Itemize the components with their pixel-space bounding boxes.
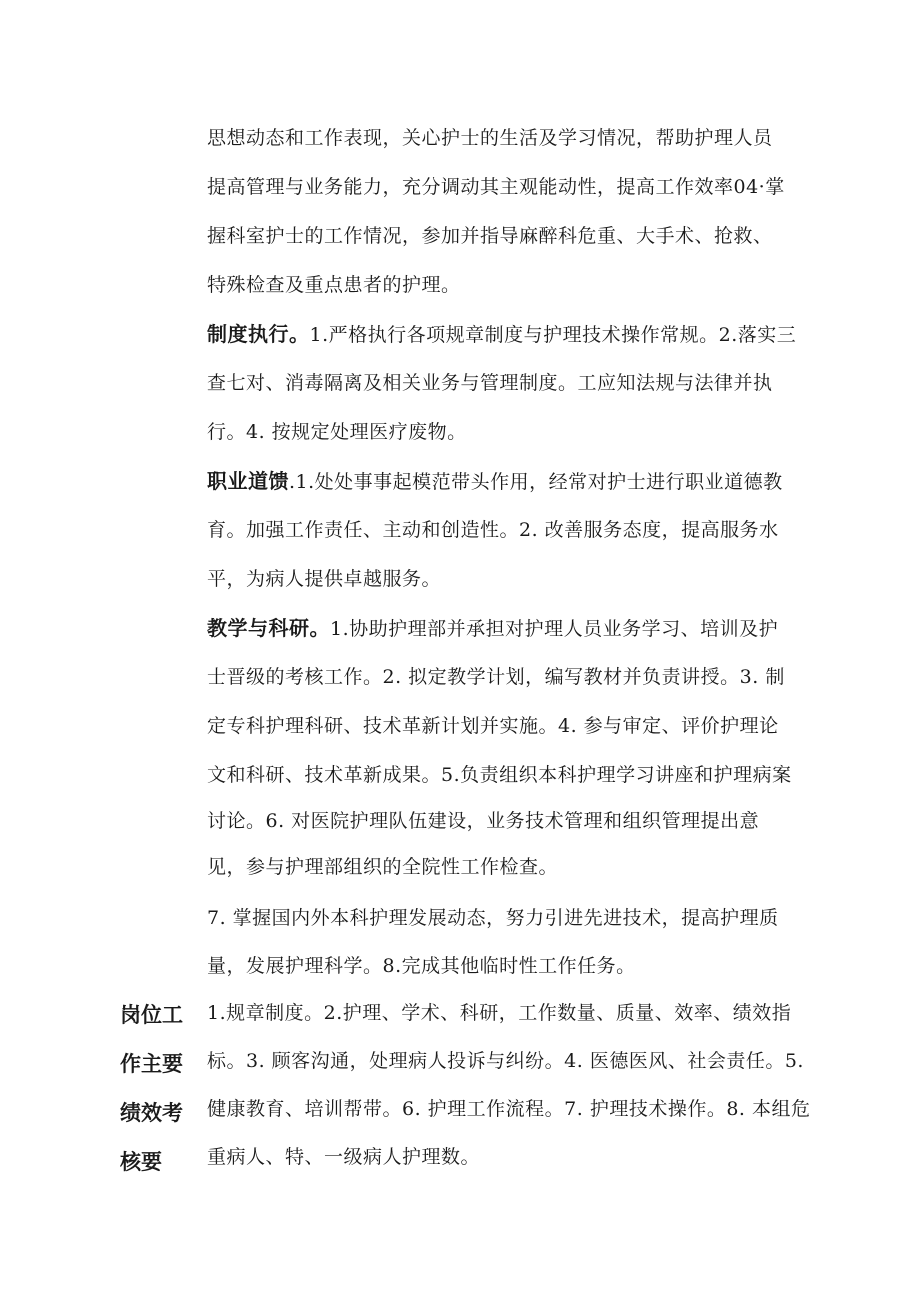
assessment-line: 标。3. 顾客沟通，处理病人投诉与纠纷。4. 医德医风、社会责任。5. (207, 1050, 804, 1072)
assessment-label: 岗位工 (120, 1003, 183, 1027)
intro-line: 提高管理与业务能力，充分调动其主观能动性，提高工作效率04·掌 (207, 176, 785, 198)
intro-line: 特殊检查及重点患者的护理。 (207, 274, 461, 296)
ethics-heading: 职业道馈 (207, 469, 289, 493)
assessment-label: 作主要 (120, 1052, 183, 1076)
teaching-line: 见，参与护理部组织的全院性工作检查。 (207, 856, 559, 878)
system-paragraph-first-line (207, 322, 796, 347)
system-line: 查七对、消毒隔离及相关业务与管理制度。工应知法规与法律并执 (207, 372, 773, 394)
system-heading: 制度执行。 (207, 322, 310, 346)
teaching-line: 定专科护理科研、技术革新计划并实施。4. 参与审定、评价护理论 (207, 715, 779, 737)
ethics-line: 育。加强工作责任、主动和创造性。2. 改善服务态度，提高服务水 (207, 519, 779, 541)
assessment-line: 1.规章制度。2.护理、学术、科研，工作数量、质量、效率、绩效指 (207, 1002, 792, 1024)
teaching-line: 士晋级的考核工作。2. 拟定教学计划，编写教材并负责讲授。3. 制 (207, 666, 785, 688)
assessment-label: 绩效考 (120, 1101, 183, 1125)
teaching-line: 7. 掌握国内外本科护理发展动态，努力引进先进技术，提高护理质 (207, 907, 779, 929)
teaching-line: 讨论。6. 对医院护理队伍建设，业务技术管理和组织管理提出意 (207, 810, 760, 832)
teaching-heading: 教学与科研。 (207, 616, 330, 640)
teaching-paragraph-first-line (207, 616, 778, 641)
assessment-line: 重病人、特、一级病人护理数。 (207, 1146, 481, 1168)
teaching-line: 文和科研、技术革新成果。5.负责组织本科护理学习讲座和护理病案 (207, 764, 792, 786)
system-line: 行。4. 按规定处理医疗废物。 (207, 421, 467, 443)
intro-line: 思想动态和工作表现，关心护士的生活及学习情况，帮助护理人员 (207, 127, 773, 149)
ethics-text: .1.处处事事起模范带头作用，经常对护士进行职业道德教 (289, 471, 783, 493)
assessment-line: 健康教育、培训帮带。6. 护理工作流程。7. 护理技术操作。8. 本组危 (207, 1098, 811, 1120)
assessment-label: 核要 (120, 1150, 162, 1174)
system-text: 1.严格执行各项规章制度与护理技术操作常规。2.落实三 (309, 324, 797, 346)
teaching-text: 1.协助护理部并承担对护理人员业务学习、培训及护 (330, 618, 779, 640)
ethics-paragraph-first-line (207, 469, 783, 494)
ethics-line: 平，为病人提供卓越服务。 (207, 568, 442, 590)
intro-line: 握科室护士的工作情况，参加并指导麻醉科危重、大手术、抢救、 (207, 225, 773, 247)
teaching-line: 量，发展护理科学。8.完成其他临时性工作任务。 (207, 955, 636, 977)
